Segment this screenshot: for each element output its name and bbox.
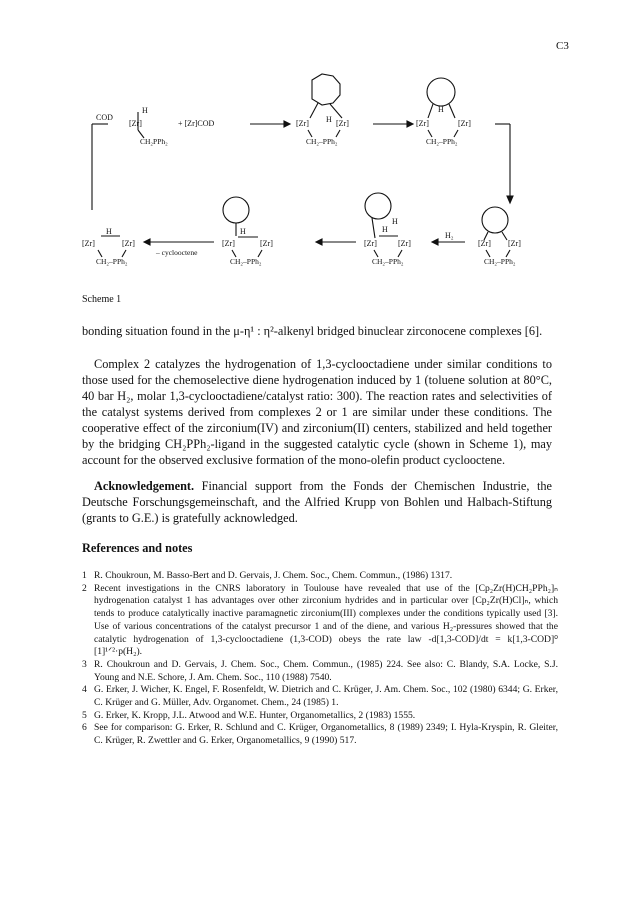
reference-text: Recent investigations in the CNRS laboratory in Toulouse have revealed that use of the [Cp₂Zr(H)CH₂PPh₂]ₙ hydrogenation catalyst 1 has advantages over other zirconium hydrides and in particular over [Cp₂Zr(H)Cl]ₙ, which tends to produce catalytically inactive paramagnetic zirconium(III) complexes under the conditions typically used [3]. Use of various concentrations of the catalyst precursor 1 and of the diene, and various H₂-pressures showed that the catalytic hydrogenation of 1,3-cyclooctadiene (1,3-COD) obeys the rate law -d[1,3-COD]/dt = k[1,3-COD]⁰ [1]¹ᐟ²·p(H₂). <box>94 582 558 658</box>
reference-item <box>82 570 558 583</box>
body-paragraph-2 <box>82 356 552 468</box>
hydride-label: H <box>392 217 398 226</box>
reference-item <box>82 722 558 747</box>
body-paragraph-2-text: Complex 2 catalyzes the hydrogenation of 1,3-cyclooctadiene under similar conditions to those used for the chemoselective diene hydrogenation induced by 1 (toluene solution at 80°C, 40 bar H₂, molar 1,3-cyclooctadiene/catalyst ratio: 300). The reaction rates and selectivities of the catalyst systems derived from complexes 2 or 1 are similar under these conditions. The cooperative effect of the zirconium(IV) and zirconium(II) centers, stabilized and held together by the bridging CH₂PPh₂-ligand in the suggested catalytic cycle (shown in Scheme 1), may account for the observed exclusive formation of the mono-olefin product cyclooctene. <box>82 357 552 467</box>
reference-text: R. Choukroun and D. Gervais, J. Chem. Soc., Chem. Commun., (1985) 224. See also: C. Blandy, S.A. Locke, S.J. Young and N.E. Schore, J. Am. Chem. Soc., 110 (1988) 7540. <box>94 658 558 683</box>
cyclooctene-ring <box>223 197 249 223</box>
zr-label: [Zr] <box>260 239 273 248</box>
acknowledgement-paragraph <box>82 478 552 526</box>
zr-label: [Zr] <box>336 119 349 128</box>
reference-number: 1 <box>82 570 87 581</box>
reference-number: 5 <box>82 709 87 721</box>
zr-label: [Zr] <box>82 239 95 248</box>
reference-text: G. Erker, J. Wicher, K. Engel, F. Rosenfeldt, W. Dietrich and C. Krüger, J. Am. Chem. Soc., 102 (1980) 6344; G. Erker, C. Krüger and G. Müller, Adv. Organomet. Chem., 24 (1985) 1. <box>94 684 558 709</box>
body-paragraph-1: bonding situation found in the μ-η¹ : η²-alkenyl bridged binuclear zirconocene complexes [6]. <box>82 324 543 338</box>
reference-number: 3 <box>82 658 87 670</box>
ch2pph2-bridge-label: CH₂–PPh₂ <box>372 257 404 266</box>
zr-label: [Zr] <box>478 239 491 248</box>
hydride-label: H <box>326 115 332 124</box>
cyclooctene-ring <box>365 193 391 219</box>
minus-cyclooctene-label: – cyclooctene <box>156 248 198 257</box>
cod-label: COD <box>96 113 113 122</box>
hydride-label: H <box>240 227 246 236</box>
zr-label: [Zr] <box>508 239 521 248</box>
zr-label: [Zr] <box>364 239 377 248</box>
page-number: C3 <box>556 40 569 52</box>
ch2pph2-bridge-label: CH₂–PPh₂ <box>96 257 128 266</box>
cyclooctene-ring <box>427 78 455 106</box>
hydride-label: H <box>142 106 148 115</box>
zr-label: [Zr] <box>398 239 411 248</box>
reference-item <box>82 710 558 723</box>
cyclooctene-ring <box>482 207 508 233</box>
zr-label: [Zr] <box>296 119 309 128</box>
zr-label: [Zr] <box>416 119 429 128</box>
hydride-label: H <box>438 105 444 114</box>
ch2pph2-bridge-label: CH₂–PPh₂ <box>484 257 516 266</box>
zrcod-label: + [Zr]COD <box>178 119 215 128</box>
zr-label: [Zr] <box>458 119 471 128</box>
ch2pph2-bridge-label: CH₂–PPh₂ <box>306 137 338 146</box>
zr-label: [Zr] <box>222 239 235 248</box>
reference-item <box>82 684 558 709</box>
reference-text: R. Choukroun, M. Basso-Bert and D. Gervais, J. Chem. Soc., Chem. Commun., (1986) 1317. <box>94 570 453 581</box>
scheme-caption: Scheme 1 <box>82 294 122 305</box>
ch2pph2-bridge-label: CH₂–PPh₂ <box>426 137 458 146</box>
ch2pph2-bridge-label: CH₂–PPh₂ <box>230 257 262 266</box>
reference-number: 2 <box>82 582 87 594</box>
h2-label: H₂ <box>445 231 454 240</box>
zr-label: [Zr] <box>122 239 135 248</box>
cyclooctene-ring <box>312 74 340 105</box>
reference-item <box>82 583 558 659</box>
scheme-1-diagram <box>0 0 624 320</box>
ch2pph2-label: CH₂PPh₂ <box>140 137 168 146</box>
reference-text: G. Erker, K. Kropp, J.L. Atwood and W.E. Hunter, Organometallics, 2 (1983) 1555. <box>94 709 416 721</box>
reference-item <box>82 659 558 684</box>
acknowledgement-text: Financial support from the Fonds der Chemischen Industrie, the Deutsche Forschungsgemeinschaft, and the Alfried Krupp von Bohlen und Halbach-Stiftung (grants to G.E.) is gratefully acknowledged. <box>82 479 552 525</box>
references-heading: References and notes <box>82 541 193 555</box>
reference-number: 6 <box>82 722 87 734</box>
reference-text: See for comparison: G. Erker, R. Schlund and C. Krüger, Organometallics, 8 (1989) 2349; I. Hyla-Kryspin, R. Gleiter, C. Krüger, R. Zwettler and G. Erker, Organometallics, 9 (1990) 517. <box>94 722 558 747</box>
reference-number: 4 <box>82 684 87 696</box>
references-list <box>82 570 558 748</box>
hydride-label: H <box>106 227 112 236</box>
acknowledgement-label: Acknowledgement. <box>94 479 195 493</box>
zr-label: [Zr] <box>129 119 142 128</box>
hydride-label: H <box>382 225 388 234</box>
